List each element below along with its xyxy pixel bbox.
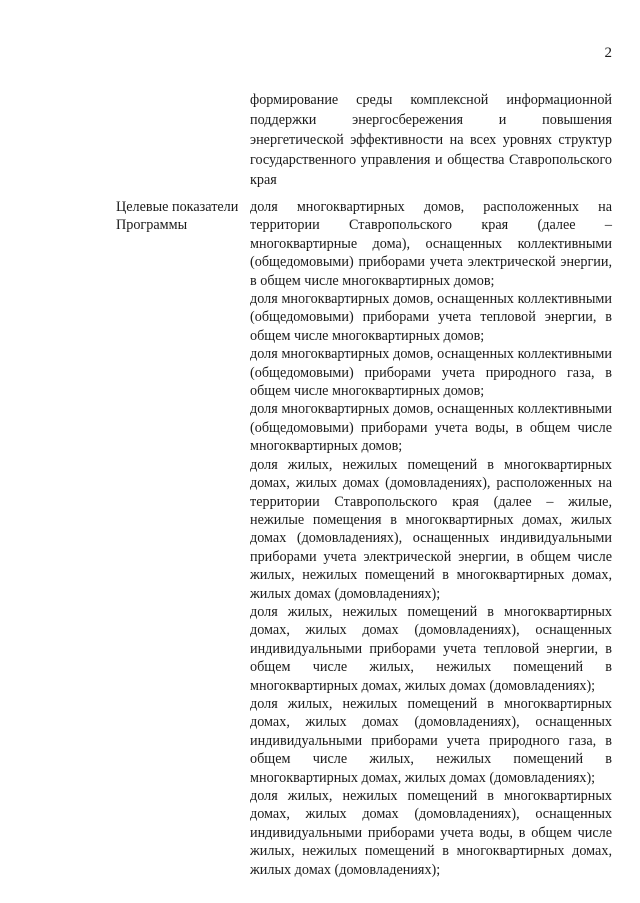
indicator-item: доля многоквартирных домов, оснащенных коллективными (общедомовыми) приборами учета воды, в общем числе многоквартирных домов; [250, 401, 612, 455]
indicator-item: доля многоквартирных домов, оснащенных коллективными (общедомовыми) приборами учета природного газа, в общем числе многоквартирных домов; [250, 346, 612, 400]
indicator-item: доля жилых, нежилых помещений в многоквартирных домах, жилых домах (домовладениях), расположенных на территории Ставропольского края (далее – жилые, нежилые помещения в многоквартирных домах, жилых домах (домовладениях), оснащенных индивидуальными приборами учета электрической энергии, в общем числе жилых, нежилых помещений в многоквартирных домах, жилых домах (домовладениях); [250, 456, 612, 602]
indicator-item: доля жилых, нежилых помещений в многоквартирных домах, жилых домах (домовладениях), оснащенных индивидуальными приборами учета воды, в общем числе жилых, нежилых помещений в многоквартирных домах, жилых домах (домовладениях); [250, 788, 612, 878]
indicator-item: доля многоквартирных домов, оснащенных коллективными (общедомовыми) приборами учета тепловой энергии, в общем числе многоквартирных домов; [250, 291, 612, 344]
target-indicators-list [250, 198, 612, 879]
indicator-item: доля жилых, нежилых помещений в многоквартирных домах, жилых домах (домовладениях), оснащенных индивидуальными приборами учета природного газа, в общем числе жилых, нежилых помещений в многоквартирных домах, жилых домах (домовладениях); [250, 695, 612, 786]
target-indicators-label: Целевые показатели Программы [116, 199, 239, 233]
page-number: 2 [604, 45, 612, 61]
indicator-item: доля жилых, нежилых помещений в многоквартирных домах, жилых домах (домовладениях), оснащенных индивидуальными приборами учета тепловой энергии, в общем числе жилых, нежилых помещений в многоквартирных домах, жилых домах (домовладениях); [250, 603, 612, 694]
program-goal-paragraph: формирование среды комплексной информационной поддержки энергосбережения и повышения энергетической эффективности на всех уровнях структур государственного управления и общества Ставропольского края [250, 92, 612, 188]
indicator-item: доля многоквартирных домов, расположенных на территории Ставропольского края (далее – многоквартирные дома), оснащенных коллективными (общедомовыми) приборами учета электрической энергии, в общем числе многоквартирных домов; [250, 199, 612, 289]
